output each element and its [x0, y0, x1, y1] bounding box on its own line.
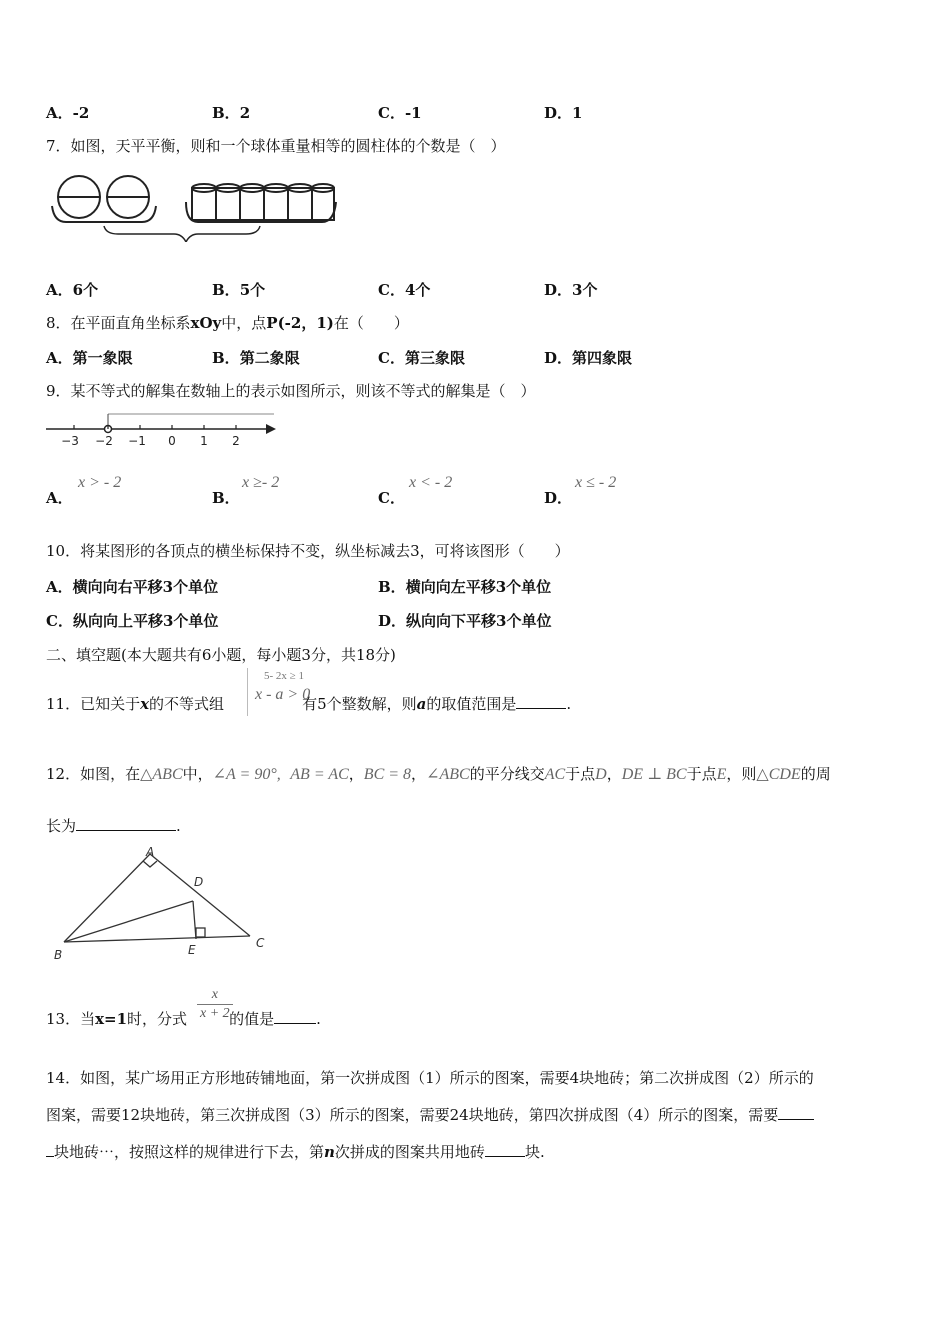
answer-blank[interactable] — [274, 1009, 316, 1024]
q10-option-b[interactable]: B．横向向左平移3个单位 — [378, 578, 552, 596]
balance-brace — [104, 226, 260, 242]
q7-option-d[interactable]: D．3个 — [544, 281, 598, 299]
section-title: 二、填空题(本大题共有6小题，每小题3分，共18分) — [46, 646, 396, 664]
q10-stem: 10．将某图形的各顶点的横坐标保持不变，纵坐标减去3，可将该图形（ ） — [46, 542, 570, 560]
cylinders — [192, 184, 334, 220]
q12-triangle-figure — [48, 842, 288, 972]
tick-label: 2 — [232, 434, 240, 448]
q10-option-a[interactable]: A．横向向右平移3个单位 — [46, 578, 219, 596]
q9-option-a-math: x > - 2 — [78, 474, 122, 491]
tick-label: 1 — [200, 434, 208, 448]
q6-option-c[interactable]: C．-1 — [378, 104, 422, 122]
q12-stem-line1: 12．如图，在△ABC中，∠A = 90°, AB = AC，BC = 8，∠ABC的平分线交AC于点D，DE ⊥ BC于点E，则△CDE的周 — [46, 765, 831, 783]
tick-label: 0 — [168, 434, 176, 448]
q9-option-c-math: x < - 2 — [409, 474, 453, 491]
q6-option-b[interactable]: B．2 — [212, 104, 251, 122]
q10-option-d[interactable]: D．纵向向下平移3个单位 — [378, 612, 552, 630]
q8-option-d[interactable]: D．第四象限 — [544, 349, 633, 367]
tick-label: −3 — [61, 434, 79, 448]
q14-line3: 块地砖⋯，按照这样的规律进行下去，第n次拼成的图案共用地砖 块. — [46, 1142, 545, 1162]
answer-blank[interactable] — [76, 816, 176, 831]
q13-fraction: $\frac{x}{x + 2}$ — [197, 986, 233, 1023]
q10-option-c[interactable]: C．纵向向上平移3个单位 — [46, 612, 219, 630]
q9-number-line — [44, 410, 284, 450]
q7-option-b[interactable]: B．5个 — [212, 281, 266, 299]
q9-option-b-math: x ≥- 2 — [242, 474, 280, 491]
q6-option-a[interactable]: A．-2 — [46, 104, 90, 122]
vertex-label-b: B — [54, 948, 63, 962]
q14-line1: 14．如图，某广场用正方形地砖铺地面，第一次拼成图（1）所示的图案，需要4块地砖；第二次拼成图（2）所示的 — [46, 1069, 814, 1087]
q9-stem: 9．某不等式的解集在数轴上的表示如图所示，则该不等式的解集是（ ） — [46, 382, 536, 400]
q13-stem: 13．当x=1时，分式 的值是 . — [46, 1010, 321, 1028]
q11-stem: 11．已知关于x的不等式组 有5个整数解，则a的取值范围是 . — [46, 695, 572, 713]
q11-ineq-1: 5- 2x ≥ 1 — [264, 670, 304, 682]
axis-arrow-icon — [266, 424, 276, 434]
system-brace — [247, 668, 250, 716]
q7-option-c[interactable]: C．4个 — [378, 281, 431, 299]
answer-blank-cont[interactable] — [46, 1142, 54, 1157]
answer-blank[interactable] — [485, 1142, 525, 1157]
q7-stem: 7．如图，天平平衡，则和一个球体重量相等的圆柱体的个数是（ ） — [46, 137, 506, 155]
q9-option-c[interactable]: C． — [378, 489, 405, 507]
answer-blank[interactable] — [516, 694, 566, 709]
q7-balance-figure — [46, 172, 346, 242]
q8-stem: 8．在平面直角坐标系xOy中，点P(-2，1)在（ ） — [46, 314, 409, 332]
q6-option-d[interactable]: D．1 — [544, 104, 583, 122]
q12-stem-line2: 长为 . — [46, 817, 181, 835]
q7-option-a[interactable]: A．6个 — [46, 281, 99, 299]
q8-option-c[interactable]: C．第三象限 — [378, 349, 465, 367]
q11-ineq-2: x - a > 0 — [255, 686, 311, 703]
q9-option-b[interactable]: B． — [212, 489, 240, 507]
q9-option-d[interactable]: D． — [544, 489, 573, 507]
q9-option-d-math: x ≤ - 2 — [575, 474, 617, 491]
vertex-label-a: A — [146, 845, 155, 859]
q8-option-a[interactable]: A．第一象限 — [46, 349, 133, 367]
vertex-label-d: D — [194, 875, 204, 889]
vertex-label-e: E — [188, 943, 196, 957]
q14-line2: 图案，需要12块地砖，第三次拼成图（3）所示的图案，需要24块地砖，第四次拼成图（4）所示的图案，需要 — [46, 1105, 814, 1125]
tick-label: −1 — [128, 434, 146, 448]
q9-option-a[interactable]: A． — [46, 489, 73, 507]
answer-blank[interactable] — [778, 1105, 814, 1120]
tick-label: −2 — [95, 434, 113, 448]
vertex-label-c: C — [256, 936, 265, 950]
q8-option-b[interactable]: B．第二象限 — [212, 349, 300, 367]
